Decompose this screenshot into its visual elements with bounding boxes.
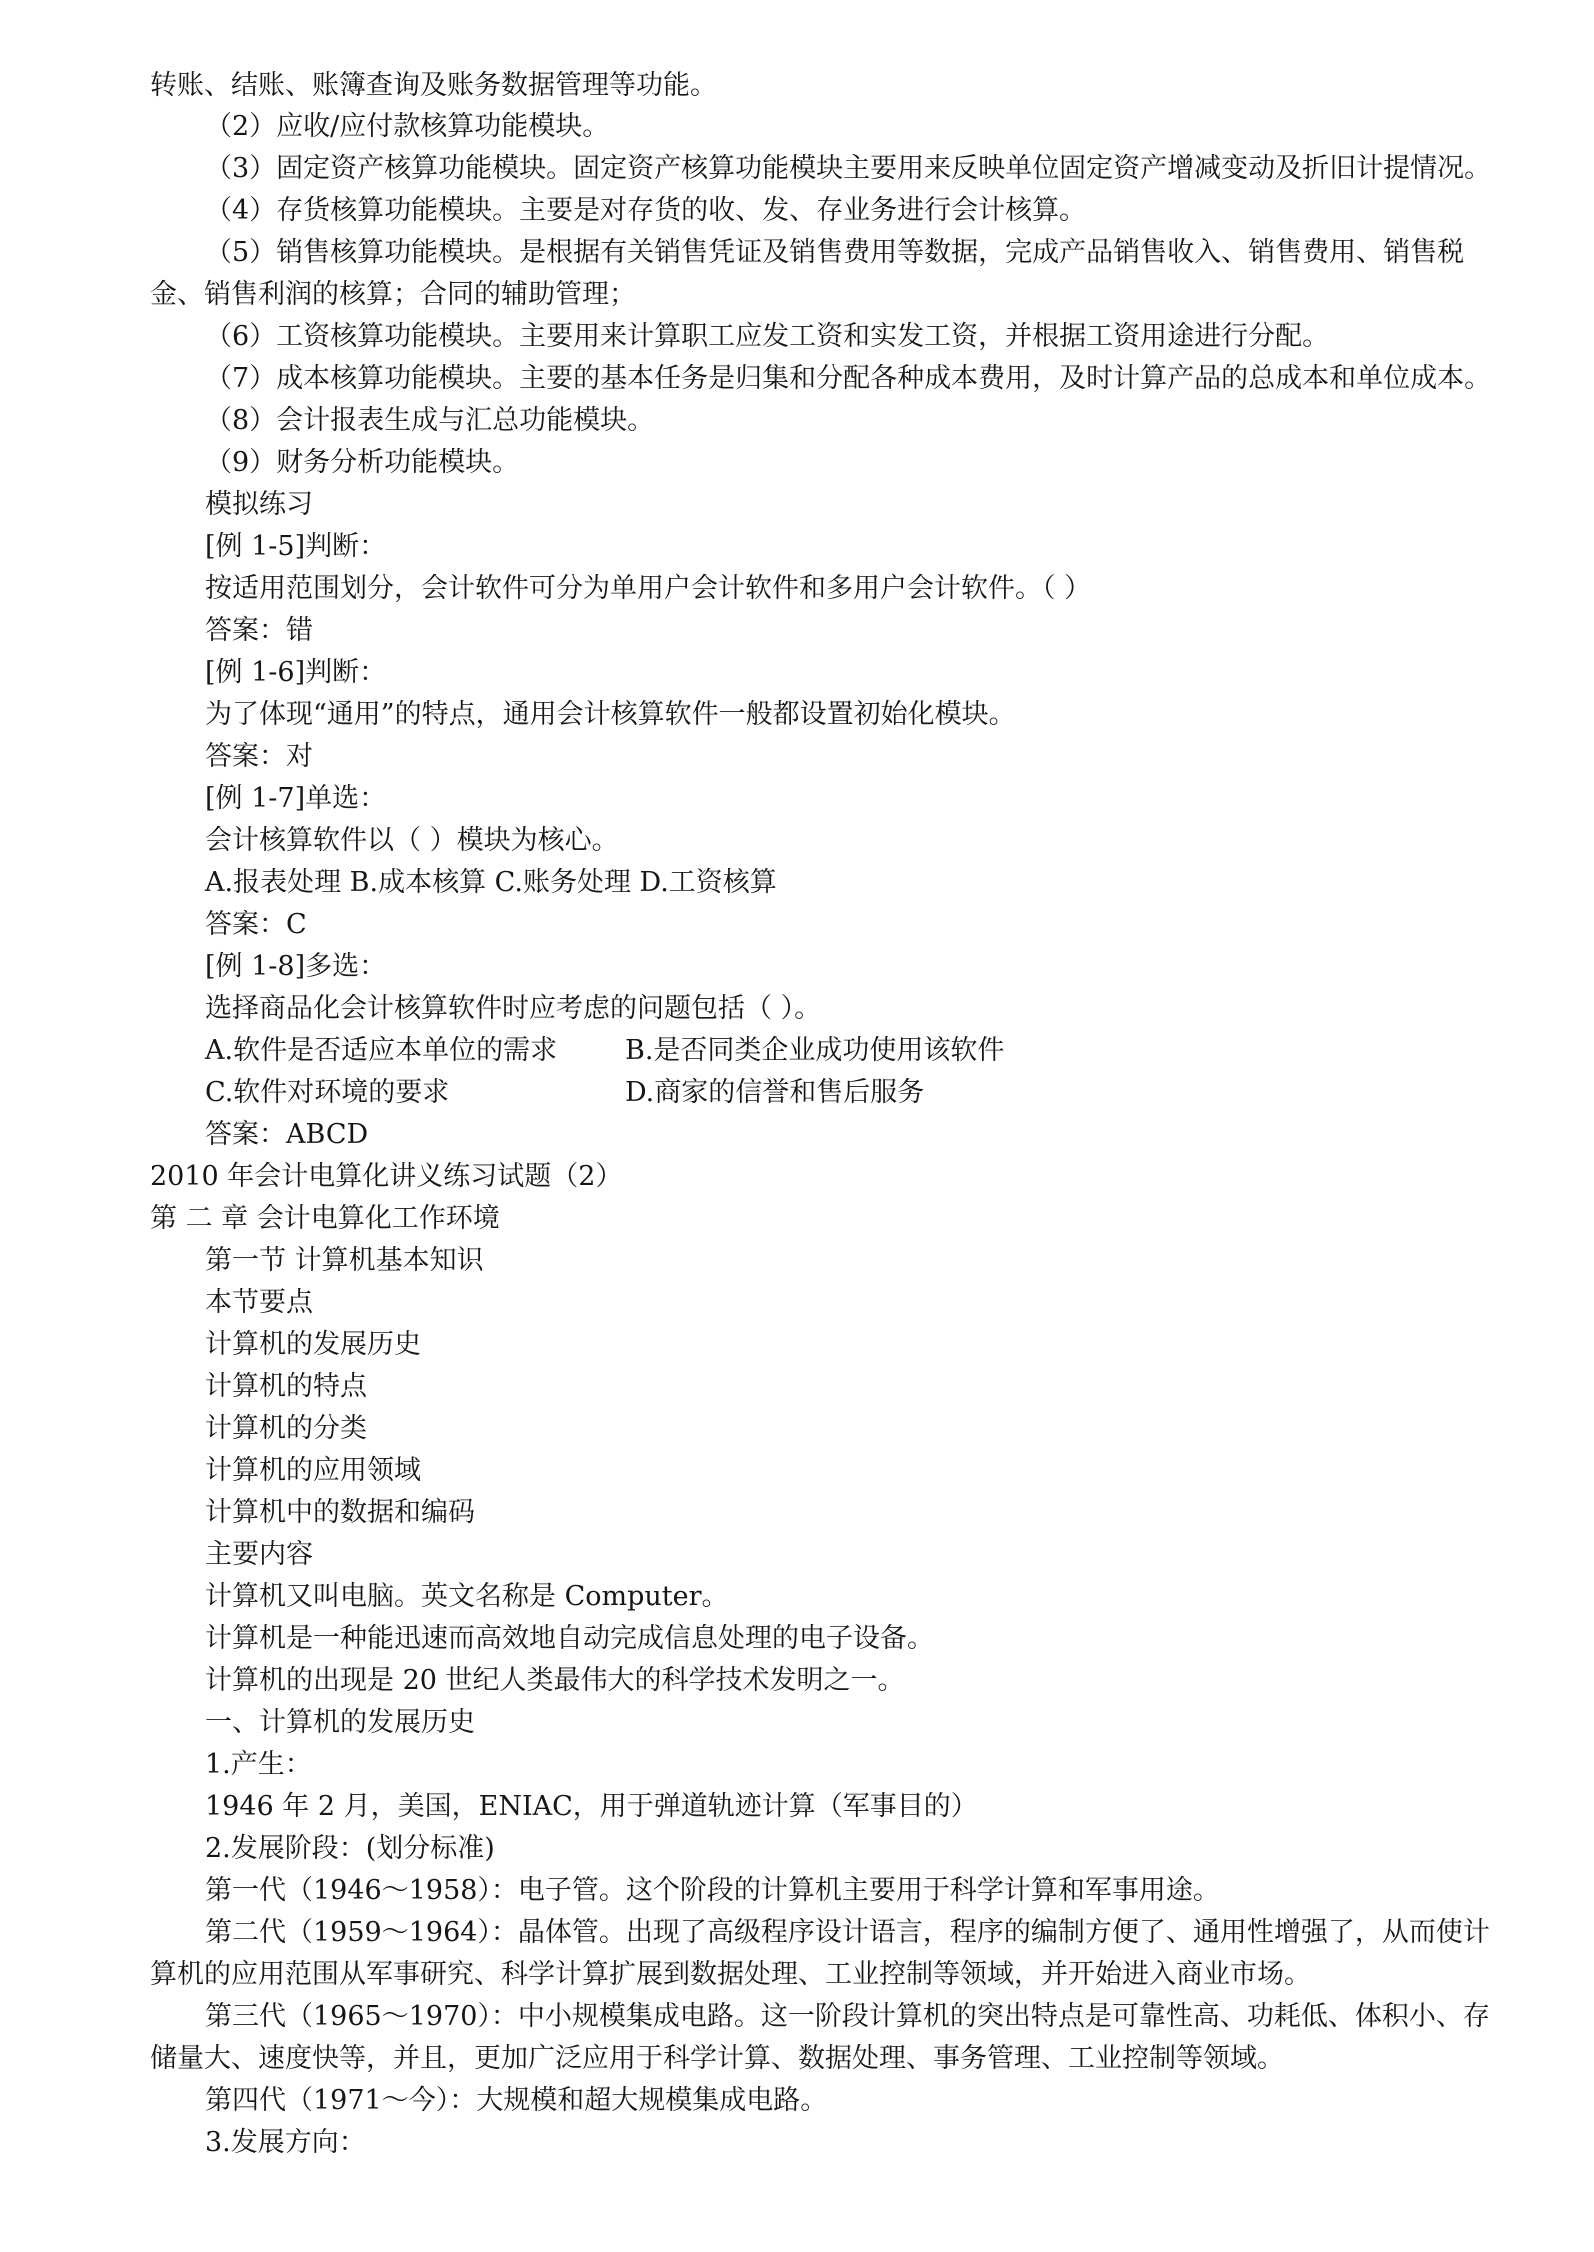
option-line: A.报表处理 B.成本核算 C.账务处理 D.工资核算 [205,867,777,898]
answer-text: 答案：对 [205,741,313,772]
text-line: 储量大、速度快等，并且，更加广泛应用于科学计算、数据处理、事务管理、工业控制等领域。 [150,2043,1284,2074]
text-line: 计算机又叫电脑。英文名称是 Computer。 [205,1581,729,1612]
answer-text: 答案：ABCD [205,1119,369,1150]
text-line: 算机的应用范围从军事研究、科学计算扩展到数据处理、工业控制等领域，并开始进入商业市场。 [150,1959,1311,1990]
text-line: （8）会计报表生成与汇总功能模块。 [205,405,655,436]
option-b: B.是否同类企业成功使用该软件 [625,1035,1005,1066]
option-a: A.软件是否适应本单位的需求 [205,1035,558,1066]
text-line: （2）应收/应付款核算功能模块。 [205,111,610,142]
text-line: 1946 年 2 月，美国，ENIAC，用于弹道轨迹计算（军事目的） [205,1791,978,1822]
example-label: [例 1-5]判断： [205,531,387,562]
text-line: 2.发展阶段：(划分标准) [205,1833,495,1864]
text-line: （4）存货核算功能模块。主要是对存货的收、发、存业务进行会计核算。 [205,195,1087,226]
text-line: 计算机的分类 [205,1413,367,1444]
answer-text: 答案：错 [205,615,313,646]
text-line: （7）成本核算功能模块。主要的基本任务是归集和分配各种成本费用，及时计算产品的总成本和单位成本。 [205,363,1492,394]
answer-text: 答案：C [205,909,307,940]
example-label: [例 1-8]多选： [205,951,387,982]
text-line: 1.产生： [205,1749,312,1780]
text-line: 3.发展方向： [205,2127,366,2158]
text-line: 第一代（1946～1958）：电子管。这个阶段的计算机主要用于科学计算和军事用途。 [205,1875,1220,1906]
question-text: 按适用范围划分，会计软件可分为单用户会计软件和多用户会计软件。（ ） [205,573,1092,604]
question-text: 选择商品化会计核算软件时应考虑的问题包括（ ）。 [205,993,822,1024]
text-line: 计算机的发展历史 [205,1329,421,1360]
example-label: [例 1-7]单选： [205,783,387,814]
text-line: （3）固定资产核算功能模块。固定资产核算功能模块主要用来反映单位固定资产增减变动及折旧计提情况。 [205,153,1492,184]
text-line: 计算机的出现是 20 世纪人类最伟大的科学技术发明之一。 [205,1665,905,1696]
text-line: 第四代（1971～今）：大规模和超大规模集成电路。 [205,2085,828,2116]
question-text: 为了体现“通用”的特点，通用会计核算软件一般都设置初始化模块。 [205,699,1016,730]
chapter-heading: 第 二 章 会计电算化工作环境 [150,1203,500,1234]
text-line: 金、销售利润的核算；合同的辅助管理； [150,279,636,310]
example-label: [例 1-6]判断： [205,657,387,688]
text-line: 转账、结账、账簿查询及账务数据管理等功能。 [150,70,717,101]
text-line: 第二代（1959～1964）：晶体管。出现了高级程序设计语言，程序的编制方便了、通用性增强了，从而使计 [205,1917,1490,1948]
text-line: 计算机的特点 [205,1371,367,1402]
text-line: 计算机是一种能迅速而高效地自动完成信息处理的电子设备。 [205,1623,934,1654]
option-c: C.软件对环境的要求 [205,1077,450,1108]
question-text: 会计核算软件以（ ）模块为核心。 [205,825,619,856]
text-line: 主要内容 [205,1539,313,1570]
section-heading: 模拟练习 [205,489,313,520]
text-line: 计算机的应用领域 [205,1455,421,1486]
section-heading: 第一节 计算机基本知识 [205,1245,484,1276]
text-line: 计算机中的数据和编码 [205,1497,475,1528]
text-line: 本节要点 [205,1287,313,1318]
option-d: D.商家的信誉和售后服务 [625,1077,925,1108]
text-line: 第三代（1965～1970）：中小规模集成电路。这一阶段计算机的突出特点是可靠性高、功耗低、体积小、存 [205,2001,1490,2032]
text-line: （5）销售核算功能模块。是根据有关销售凭证及销售费用等数据，完成产品销售收入、销售费用、销售税 [205,237,1465,268]
text-line: （6）工资核算功能模块。主要用来计算职工应发工资和实发工资，并根据工资用途进行分配。 [205,321,1330,352]
section-heading: 一、计算机的发展历史 [205,1707,475,1738]
text-line: （9）财务分析功能模块。 [205,447,520,478]
document-title: 2010 年会计电算化讲义练习试题（2） [150,1161,623,1192]
